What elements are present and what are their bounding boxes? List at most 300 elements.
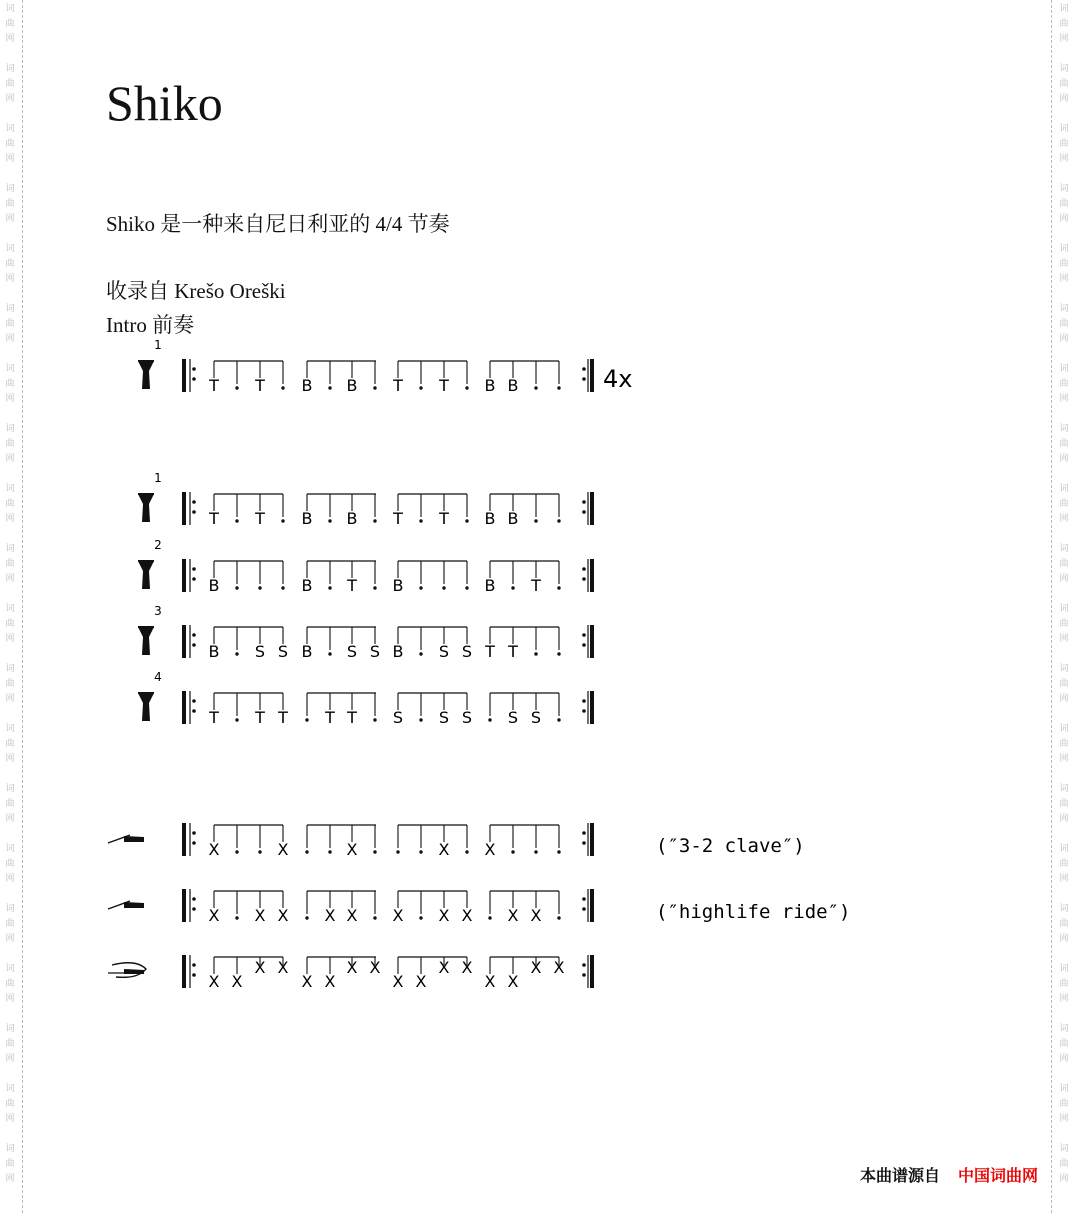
intro-label: Intro 前奏: [106, 313, 195, 337]
djembe-body: [138, 693, 154, 721]
note-label: B: [484, 376, 496, 395]
note-label: T: [485, 642, 495, 661]
watermark-glyph: 曲: [1059, 1099, 1069, 1109]
rhythm-description: Shiko 是一种来自尼日利亚的 4/4 节奏: [106, 212, 450, 236]
rhythm-row: [184, 955, 592, 991]
note-label: B: [301, 376, 313, 395]
watermark-glyph: 曲: [1059, 1159, 1069, 1169]
watermark-glyph: 网: [1059, 1054, 1069, 1064]
note-label: X: [369, 958, 381, 977]
note-label: X: [254, 958, 266, 977]
watermark-glyph: 曲: [1059, 979, 1069, 989]
note-label: X: [507, 972, 519, 991]
note-label: T: [209, 509, 219, 528]
rest-dot: [465, 519, 468, 522]
repeat-dot: [582, 577, 586, 581]
rest-dot: [328, 850, 331, 853]
page-title: Shiko: [106, 75, 223, 131]
watermark-glyph: 曲: [1059, 859, 1069, 869]
note-label: B: [392, 642, 404, 661]
watermark-glyph: 网: [5, 394, 15, 404]
note-label: T: [347, 708, 357, 727]
note-label: B: [346, 376, 358, 395]
watermark-glyph: 网: [5, 1054, 15, 1064]
watermark-glyph: 网: [1059, 34, 1069, 44]
rest-dot: [281, 386, 284, 389]
watermark-glyph: 词: [5, 1024, 15, 1034]
watermark-glyph: 曲: [1059, 199, 1069, 209]
rest-dot: [235, 386, 238, 389]
note-label: X: [277, 906, 289, 925]
watermark-glyph: 曲: [1059, 439, 1069, 449]
watermark-glyph: 曲: [5, 1159, 15, 1169]
repeat-dot: [582, 709, 586, 713]
repeat-dot: [582, 510, 586, 514]
note-label: B: [507, 376, 519, 395]
repeat-dot: [192, 643, 196, 647]
note-label: X: [553, 958, 565, 977]
rest-dot: [419, 386, 422, 389]
watermark-glyph: 曲: [5, 919, 15, 929]
note-label: S: [507, 708, 519, 727]
repeat-dot: [582, 643, 586, 647]
repeat-dot: [582, 907, 586, 911]
watermark-glyph: 曲: [5, 259, 15, 269]
watermark-glyph: 网: [1059, 274, 1069, 284]
rest-dot: [235, 652, 238, 655]
note-label: T: [508, 642, 518, 661]
rest-dot: [373, 386, 376, 389]
footer-brand: 中国词曲网: [957, 1166, 1038, 1185]
watermark-glyph: 网: [5, 1114, 15, 1124]
note-label: T: [393, 509, 403, 528]
watermark-glyph: 词: [1059, 304, 1069, 314]
watermark-glyph: 词: [5, 724, 15, 734]
watermark-glyph: 词: [1059, 1084, 1069, 1094]
note-label: T: [255, 509, 265, 528]
note-label: S: [392, 708, 404, 727]
note-label: T: [255, 376, 265, 395]
watermark-glyph: 曲: [1059, 799, 1069, 809]
repeat-dot: [582, 699, 586, 703]
note-label: X: [415, 972, 427, 991]
repeat-dot: [192, 907, 196, 911]
note-label: X: [277, 840, 289, 859]
repeat-dot: [192, 633, 196, 637]
watermark-glyph: 词: [1059, 604, 1069, 614]
watermark-glyph: 词: [1059, 244, 1069, 254]
rest-dot: [465, 586, 468, 589]
watermark-glyph: 词: [1059, 124, 1069, 134]
rest-dot: [328, 652, 331, 655]
watermark-glyph: 曲: [1059, 139, 1069, 149]
watermark-glyph: 词: [1059, 964, 1069, 974]
watermark-glyph: 网: [1059, 1174, 1069, 1184]
watermark-glyph: 曲: [1059, 259, 1069, 269]
watermark-glyph: 词: [5, 304, 15, 314]
watermark-glyph: 网: [5, 214, 15, 224]
rest-dot: [557, 850, 560, 853]
watermark-glyph: 网: [1059, 334, 1069, 344]
repeat-dot: [192, 973, 196, 977]
note-label: B: [346, 509, 358, 528]
note-label: T: [325, 708, 335, 727]
watermark-glyph: 网: [5, 274, 15, 284]
watermark-glyph: 网: [1059, 94, 1069, 104]
rest-dot: [557, 519, 560, 522]
repeat-dot: [192, 699, 196, 703]
watermark-glyph: 词: [1059, 844, 1069, 854]
rest-dot: [534, 386, 537, 389]
note-label: T: [255, 708, 265, 727]
note-label: X: [346, 958, 358, 977]
watermark-glyph: 曲: [5, 559, 15, 569]
watermark-glyph: 曲: [5, 439, 15, 449]
repeat-dot: [192, 897, 196, 901]
watermark-glyph: 网: [5, 154, 15, 164]
watermark-glyph: 网: [5, 634, 15, 644]
note-label: X: [438, 958, 450, 977]
djembe-body: [138, 361, 154, 389]
repeat-dot: [582, 367, 586, 371]
watermark-glyph: 网: [1059, 634, 1069, 644]
note-label: X: [438, 840, 450, 859]
watermark-glyph: 网: [1059, 454, 1069, 464]
watermark-glyph: 词: [5, 1084, 15, 1094]
rest-dot: [281, 586, 284, 589]
source-footer: [860, 1163, 1038, 1186]
watermark-glyph: 词: [5, 1144, 15, 1154]
rest-dot: [511, 850, 514, 853]
part-number: 2: [154, 538, 162, 552]
rhythm-row: [184, 889, 592, 925]
watermark-glyph: 网: [1059, 514, 1069, 524]
rest-dot: [488, 718, 491, 721]
repeat-dot: [582, 500, 586, 504]
watermark-glyph: 网: [1059, 694, 1069, 704]
repeat-dot: [582, 377, 586, 381]
repeat-dot: [192, 831, 196, 835]
djembe-body: [138, 561, 154, 589]
repeat-dot: [582, 567, 586, 571]
rest-dot: [557, 652, 560, 655]
rest-dot: [465, 850, 468, 853]
rest-dot: [465, 386, 468, 389]
note-label: T: [439, 509, 449, 528]
djembe-icon: [138, 471, 162, 522]
watermark-glyph: 网: [5, 934, 15, 944]
watermark-glyph: 词: [5, 604, 15, 614]
watermark-glyph: 词: [1059, 64, 1069, 74]
watermark-glyph: 曲: [1059, 619, 1069, 629]
watermark-glyph: 曲: [5, 499, 15, 509]
watermark-glyph: 网: [5, 94, 15, 104]
rest-dot: [534, 519, 537, 522]
note-label: S: [461, 642, 473, 661]
rest-dot: [396, 850, 399, 853]
rest-dot: [328, 586, 331, 589]
rest-dot: [419, 519, 422, 522]
rest-dot: [281, 519, 284, 522]
note-label: X: [208, 972, 220, 991]
part-annotation: (″3-2 clave″): [656, 835, 805, 857]
watermark-glyph: 词: [5, 904, 15, 914]
djembe-body: [138, 494, 154, 522]
watermark-glyph: 曲: [1059, 379, 1069, 389]
watermark-glyph: 曲: [5, 319, 15, 329]
repeat-dot: [582, 841, 586, 845]
rhythm-row: [184, 625, 592, 661]
rest-dot: [328, 519, 331, 522]
rest-dot: [258, 586, 261, 589]
note-label: S: [277, 642, 289, 661]
watermark-glyph: 网: [5, 334, 15, 344]
watermark-glyph: 网: [1059, 394, 1069, 404]
note-label: X: [392, 906, 404, 925]
note-label: X: [461, 958, 473, 977]
note-label: T: [439, 376, 449, 395]
watermark-glyph: 曲: [1059, 499, 1069, 509]
note-label: B: [301, 509, 313, 528]
repeat-dot: [192, 377, 196, 381]
rest-dot: [373, 519, 376, 522]
note-label: X: [277, 958, 289, 977]
rest-dot: [557, 586, 560, 589]
watermark-glyph: 曲: [5, 979, 15, 989]
note-label: X: [208, 906, 220, 925]
note-label: X: [484, 972, 496, 991]
watermark-glyph: 词: [5, 544, 15, 554]
note-label: T: [393, 376, 403, 395]
rest-dot: [305, 718, 308, 721]
watermark-glyph: 网: [5, 694, 15, 704]
rest-dot: [557, 386, 560, 389]
watermark-glyph: 词: [1059, 4, 1069, 14]
rhythm-row: [184, 823, 592, 859]
bell-body: [124, 902, 144, 908]
note-label: B: [507, 509, 519, 528]
watermark-glyph: 网: [1059, 574, 1069, 584]
watermark-glyph: 网: [5, 514, 15, 524]
part-number: 1: [154, 338, 162, 352]
note-label: T: [209, 708, 219, 727]
part-number: 3: [154, 604, 162, 618]
watermark-glyph: 词: [1059, 724, 1069, 734]
watermark-glyph: 词: [1059, 484, 1069, 494]
note-label: S: [438, 642, 450, 661]
watermark-glyph: 词: [5, 4, 15, 14]
rest-dot: [534, 652, 537, 655]
watermark-glyph: 曲: [5, 139, 15, 149]
rest-dot: [511, 586, 514, 589]
note-label: B: [301, 642, 313, 661]
rest-dot: [419, 652, 422, 655]
watermark-glyph: 词: [5, 124, 15, 134]
rest-dot: [488, 916, 491, 919]
watermark-glyph: 词: [1059, 1024, 1069, 1034]
watermark-glyph: 网: [1059, 214, 1069, 224]
note-label: X: [530, 958, 542, 977]
watermark-glyph: 曲: [5, 379, 15, 389]
watermark-glyph: 词: [1059, 424, 1069, 434]
note-label: X: [461, 906, 473, 925]
watermark-glyph: 网: [1059, 814, 1069, 824]
watermark-glyph: 词: [1059, 784, 1069, 794]
note-label: S: [461, 708, 473, 727]
watermark-glyph: 曲: [1059, 679, 1069, 689]
footer-prefix: 本曲谱源自: [859, 1166, 940, 1185]
rest-dot: [419, 916, 422, 919]
note-label: X: [324, 906, 336, 925]
rhythm-row: [184, 691, 592, 727]
note-label: B: [301, 576, 313, 595]
rest-dot: [557, 718, 560, 721]
watermark-glyph: 词: [5, 784, 15, 794]
watermark-glyph: 词: [5, 244, 15, 254]
djembe-icon: [138, 604, 162, 655]
bell-icon: [108, 901, 144, 909]
watermark-glyph: 曲: [5, 619, 15, 629]
watermark-glyph: 网: [5, 754, 15, 764]
watermark-glyph: 曲: [5, 739, 15, 749]
watermark-glyph: 网: [1059, 1114, 1069, 1124]
watermark-glyph: 曲: [1059, 559, 1069, 569]
watermark-glyph: 词: [5, 64, 15, 74]
repeat-dot: [192, 963, 196, 967]
watermark-glyph: 网: [1059, 934, 1069, 944]
note-label: X: [324, 972, 336, 991]
watermark-glyph: 曲: [5, 679, 15, 689]
repeat-dot: [192, 510, 196, 514]
rest-dot: [373, 586, 376, 589]
credit-line: 收录自 Krešo Oreški: [106, 279, 286, 303]
note-label: B: [484, 576, 496, 595]
watermark-glyph: 词: [1059, 1144, 1069, 1154]
watermark-glyph: 词: [1059, 184, 1069, 194]
watermark-glyph: 曲: [1059, 79, 1069, 89]
rest-dot: [328, 386, 331, 389]
watermark-glyph: 词: [1059, 904, 1069, 914]
repeat-dot: [582, 963, 586, 967]
watermark-glyph: 网: [5, 994, 15, 1004]
rest-dot: [373, 718, 376, 721]
djembe-body: [138, 627, 154, 655]
note-label: X: [530, 906, 542, 925]
watermark-glyph: 词: [1059, 544, 1069, 554]
watermark-glyph: 网: [1059, 754, 1069, 764]
note-label: X: [301, 972, 313, 991]
rest-dot: [235, 850, 238, 853]
bell-icon: [108, 835, 144, 843]
watermark-glyph: 曲: [5, 79, 15, 89]
note-label: S: [438, 708, 450, 727]
watermark-glyph: 曲: [5, 859, 15, 869]
repeat-dot: [582, 973, 586, 977]
note-label: B: [208, 576, 220, 595]
repeat-dot: [582, 633, 586, 637]
rest-dot: [442, 586, 445, 589]
note-label: S: [254, 642, 266, 661]
note-label: X: [208, 840, 220, 859]
repeat-dot: [192, 577, 196, 581]
repeat-dot: [582, 897, 586, 901]
note-label: T: [209, 376, 219, 395]
note-label: S: [369, 642, 381, 661]
note-label: X: [484, 840, 496, 859]
note-label: T: [347, 576, 357, 595]
rest-dot: [419, 586, 422, 589]
rest-dot: [419, 718, 422, 721]
rest-dot: [305, 850, 308, 853]
rhythm-row: [184, 559, 592, 595]
part-annotation: (″highlife ride″): [656, 901, 851, 923]
watermark-glyph: 词: [5, 964, 15, 974]
watermark-glyph: 网: [5, 34, 15, 44]
note-label: X: [392, 972, 404, 991]
watermark-glyph: 曲: [5, 1099, 15, 1109]
watermark-glyph: 曲: [5, 199, 15, 209]
repeat-dot: [582, 831, 586, 835]
rest-dot: [557, 916, 560, 919]
note-label: B: [392, 576, 404, 595]
note-label: B: [484, 509, 496, 528]
rest-dot: [235, 718, 238, 721]
watermark-glyph: 词: [1059, 364, 1069, 374]
note-label: S: [530, 708, 542, 727]
watermark-glyph: 曲: [1059, 319, 1069, 329]
rest-dot: [235, 916, 238, 919]
watermark-glyph: 词: [5, 484, 15, 494]
repeat-dot: [192, 841, 196, 845]
watermark-glyph: 网: [5, 814, 15, 824]
note-label: X: [507, 906, 519, 925]
watermark-glyph: 词: [5, 364, 15, 374]
djembe-icon: [138, 538, 162, 589]
rest-dot: [373, 850, 376, 853]
rest-dot: [258, 850, 261, 853]
watermark-glyph: 网: [1059, 994, 1069, 1004]
watermark-glyph: 网: [1059, 154, 1069, 164]
rest-dot: [419, 850, 422, 853]
note-label: X: [346, 840, 358, 859]
watermark-glyph: 网: [5, 874, 15, 884]
djembe-icon: [138, 338, 162, 389]
note-label: S: [346, 642, 358, 661]
shaker-body: [124, 969, 144, 974]
note-label: B: [208, 642, 220, 661]
watermark-glyph: 曲: [5, 1039, 15, 1049]
rhythm-row: [184, 359, 592, 395]
shaker-icon: [108, 963, 146, 978]
repeat-dot: [192, 709, 196, 713]
watermark-glyph: 词: [5, 664, 15, 674]
watermark-glyph: 曲: [1059, 739, 1069, 749]
repeat-dot: [192, 500, 196, 504]
part-number: 1: [154, 471, 162, 485]
note-label: X: [231, 972, 243, 991]
repeat-dot: [192, 567, 196, 571]
watermark-glyph: 网: [1059, 874, 1069, 884]
part-number: 4: [154, 670, 162, 684]
note-label: X: [254, 906, 266, 925]
rest-dot: [305, 916, 308, 919]
note-label: X: [438, 906, 450, 925]
djembe-icon: [138, 670, 162, 721]
rest-dot: [534, 850, 537, 853]
watermark-glyph: 曲: [1059, 1039, 1069, 1049]
watermark-glyph: 曲: [5, 799, 15, 809]
watermark-glyph: 词: [5, 184, 15, 194]
